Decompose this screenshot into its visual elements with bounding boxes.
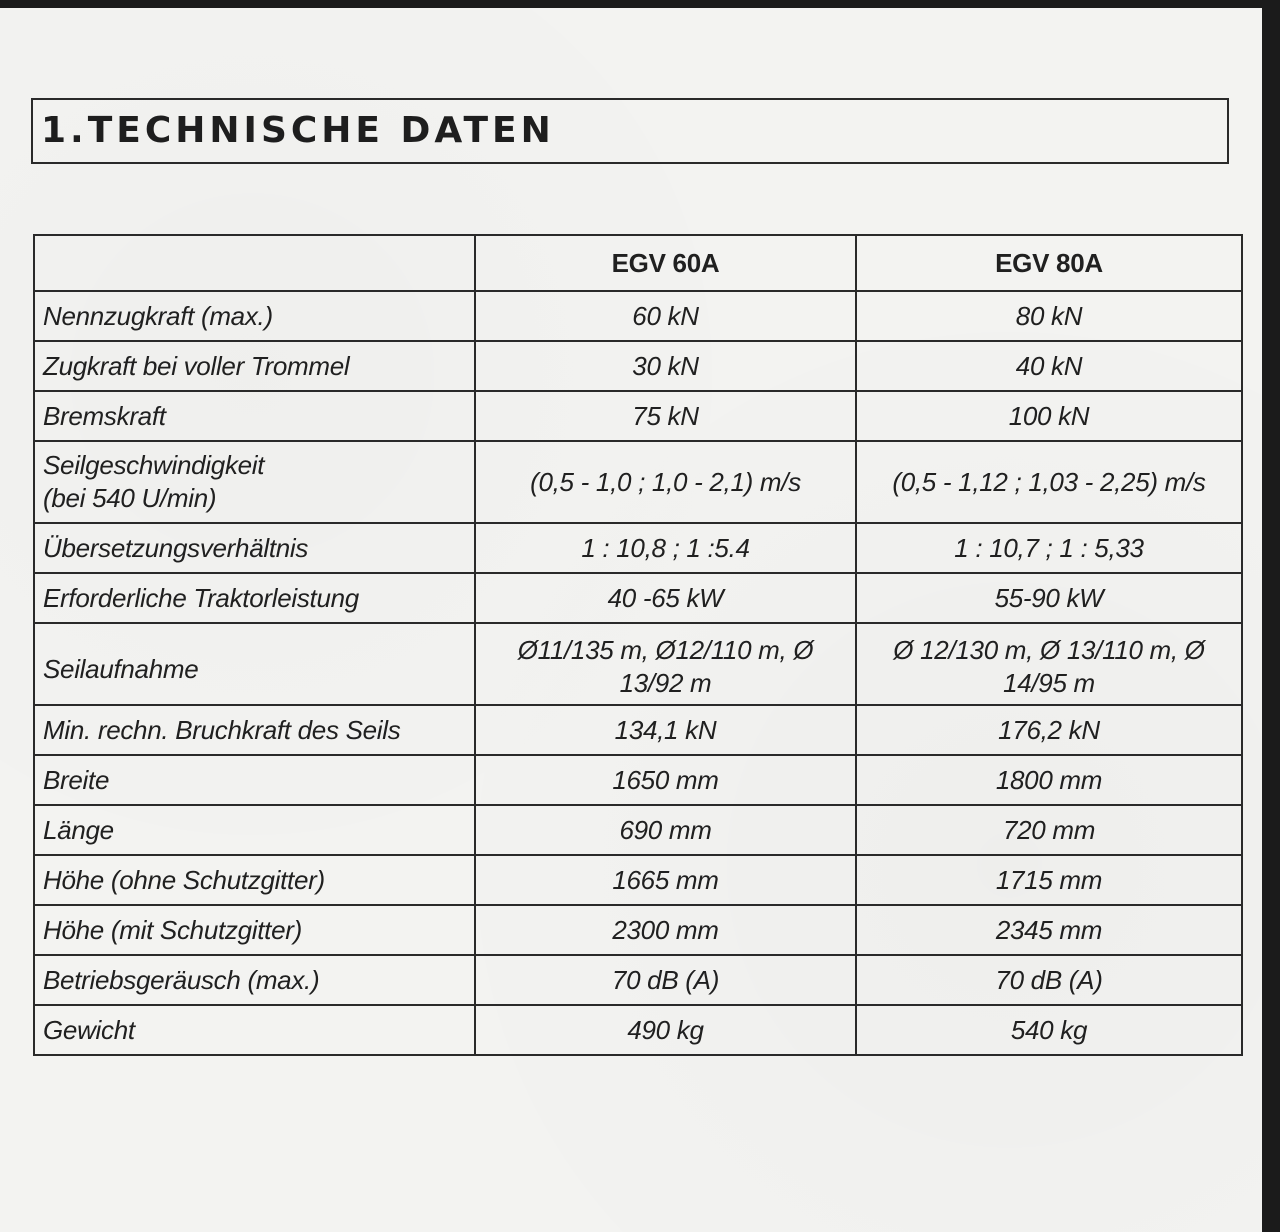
row-label: Höhe (ohne Schutzgitter) — [34, 855, 475, 905]
value-egv-80a: 40 kN — [856, 341, 1242, 391]
table-row — [34, 855, 1242, 905]
value-egv-60a: 30 kN — [475, 341, 856, 391]
table-row — [34, 1005, 1242, 1055]
section-heading: 1.TECHNISCHE DATEN — [41, 110, 555, 151]
table-row — [34, 905, 1242, 955]
table-row — [34, 755, 1242, 805]
table-row — [34, 805, 1242, 855]
value-egv-80a: 1 : 10,7 ; 1 : 5,33 — [856, 523, 1242, 573]
value-egv-80a: 70 dB (A) — [856, 955, 1242, 1005]
table-row — [34, 523, 1242, 573]
row-label: Min. rechn. Bruchkraft des Seils — [34, 705, 475, 755]
technical-data-table — [33, 234, 1243, 1056]
section-heading-box — [31, 98, 1229, 164]
row-label: Gewicht — [34, 1005, 475, 1055]
table-row — [34, 391, 1242, 441]
value-egv-60a: 60 kN — [475, 291, 856, 341]
value-egv-60a: 1650 mm — [475, 755, 856, 805]
value-egv-60a: 70 dB (A) — [475, 955, 856, 1005]
row-label: Zugkraft bei voller Trommel — [34, 341, 475, 391]
value-egv-60a: (0,5 - 1,0 ; 1,0 - 2,1) m/s — [475, 441, 856, 523]
row-label: Bremskraft — [34, 391, 475, 441]
value-egv-60a: 134,1 kN — [475, 705, 856, 755]
value-egv-80a: 80 kN — [856, 291, 1242, 341]
row-label: Breite — [34, 755, 475, 805]
header-cell-egv-60a: EGV 60A — [475, 235, 856, 291]
table-row — [34, 341, 1242, 391]
row-label: Höhe (mit Schutzgitter) — [34, 905, 475, 955]
value-egv-60a: 690 mm — [475, 805, 856, 855]
value-egv-80a: 1800 mm — [856, 755, 1242, 805]
paper-page — [0, 8, 1262, 1232]
table-row — [34, 441, 1242, 523]
row-label-line1: Seilgeschwindigkeit — [43, 450, 265, 480]
value-egv-60a: 40 -65 kW — [475, 573, 856, 623]
value-egv-60a: 75 kN — [475, 391, 856, 441]
row-label: Erforderliche Traktorleistung — [34, 573, 475, 623]
table-row — [34, 291, 1242, 341]
value-egv-60a: 490 kg — [475, 1005, 856, 1055]
value-egv-80a: (0,5 - 1,12 ; 1,03 - 2,25) m/s — [856, 441, 1242, 523]
value-egv-80a: 720 mm — [856, 805, 1242, 855]
row-label: Länge — [34, 805, 475, 855]
value-egv-80a: 1715 mm — [856, 855, 1242, 905]
table-row — [34, 573, 1242, 623]
table-row — [34, 623, 1242, 705]
table-row — [34, 955, 1242, 1005]
row-label: Übersetzungsverhältnis — [34, 523, 475, 573]
value-egv-60a: 2300 mm — [475, 905, 856, 955]
row-label: Seilaufnahme — [34, 623, 475, 705]
row-label-line2: (bei 540 U/min) — [43, 483, 217, 513]
value-egv-80a: 540 kg — [856, 1005, 1242, 1055]
value-egv-80a: 2345 mm — [856, 905, 1242, 955]
value-egv-80a: 100 kN — [856, 391, 1242, 441]
value-egv-60a: 1665 mm — [475, 855, 856, 905]
value-egv-60a: Ø11/135 m, Ø12/110 m, Ø 13/92 m — [475, 623, 856, 705]
value-egv-80a: 176,2 kN — [856, 705, 1242, 755]
row-label: Betriebsgeräusch (max.) — [34, 955, 475, 1005]
value-egv-80a: Ø 12/130 m, Ø 13/110 m, Ø 14/95 m — [856, 623, 1242, 705]
table-header-row — [34, 235, 1242, 291]
header-cell-empty — [34, 235, 475, 291]
value-egv-60a: 1 : 10,8 ; 1 :5.4 — [475, 523, 856, 573]
row-label: Nennzugkraft (max.) — [34, 291, 475, 341]
value-egv-80a: 55-90 kW — [856, 573, 1242, 623]
header-cell-egv-80a: EGV 80A — [856, 235, 1242, 291]
row-label — [34, 441, 475, 523]
table-row — [34, 705, 1242, 755]
